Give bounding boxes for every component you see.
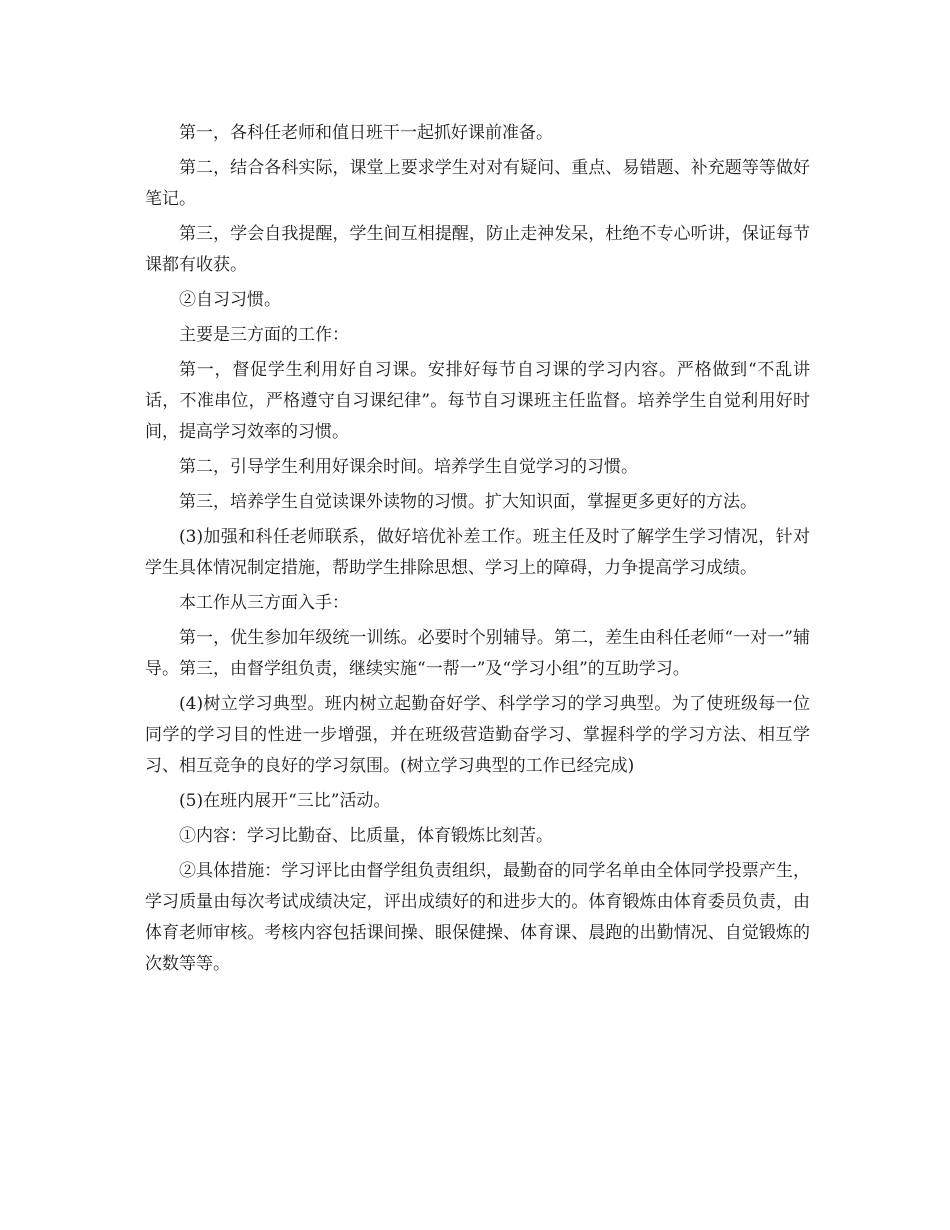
paragraph-8: 第三，培养学生自觉读课外读物的习惯。扩大知识面，掌握更多更好的方法。 bbox=[179, 492, 757, 512]
paragraph-10: 本工作从三方面入手： bbox=[179, 593, 349, 613]
paragraph-2: 第二，结合各科实际，课堂上要求学生对对有疑问、重点、易错题、补充题等等做好笔记。 bbox=[145, 158, 810, 209]
paragraph-12: (4)树立学习典型。班内树立起勤奋好学、科学学习的学习典型。为了使班级每一位同学的学习目的性进一步增强，并在班级营造勤奋学习、掌握科学的学习方法、相互学习、相互竞争的良好的学习氛围。(树立学习典型的工作已经完成) bbox=[145, 694, 810, 776]
paragraph-5: 主要是三方面的工作： bbox=[179, 325, 349, 345]
paragraph-9: (3)加强和科任老师联系，做好培优补差工作。班主任及时了解学生学习情况，针对学生具体情况制定措施，帮助学生排除思想、学习上的障碍，力争提高学习成绩。 bbox=[145, 527, 810, 578]
document-body bbox=[145, 118, 810, 984]
paragraph-13: (5)在班内展开“三比”活动。 bbox=[179, 791, 391, 811]
paragraph-7: 第二，引导学生利用好课余时间。培养学生自觉学习的习惯。 bbox=[179, 457, 638, 477]
paragraph-1: 第一，各科任老师和值日班干一起抓好课前准备。 bbox=[179, 123, 553, 143]
paragraph-4: ②自习习惯。 bbox=[179, 290, 281, 310]
paragraph-11: 第一，优生参加年级统一训练。必要时个别辅导。第二，差生由科任老师“一对一”辅导。第三，由督学组负责，继续实施“一帮一”及“学习小组”的互助学习。 bbox=[145, 628, 810, 679]
paragraph-6: 第一，督促学生利用好自习课。安排好每节自习课的学习内容。严格做到“不乱讲话，不准串位，严格遵守自习课纪律”。每节自习课班主任监督。培养学生自觉利用好时间，提高学习效率的习惯。 bbox=[145, 360, 810, 442]
paragraph-14: ①内容：学习比勤奋、比质量，体育锻炼比刻苦。 bbox=[179, 826, 553, 846]
paragraph-15: ②具体措施：学习评比由督学组负责组织，最勤奋的同学名单由全体同学投票产生，学习质量由每次考试成绩决定，评出成绩好的和进步大的。体育锻炼由体育委员负责，由体育老师审核。考核内容包括课间操、眼保健操、体育课、晨跑的出勤情况、自觉锻炼的次数等等。 bbox=[145, 861, 810, 974]
paragraph-3: 第三，学会自我提醒，学生间互相提醒，防止走神发呆，杜绝不专心听讲，保证每节课都有收获。 bbox=[145, 224, 810, 275]
